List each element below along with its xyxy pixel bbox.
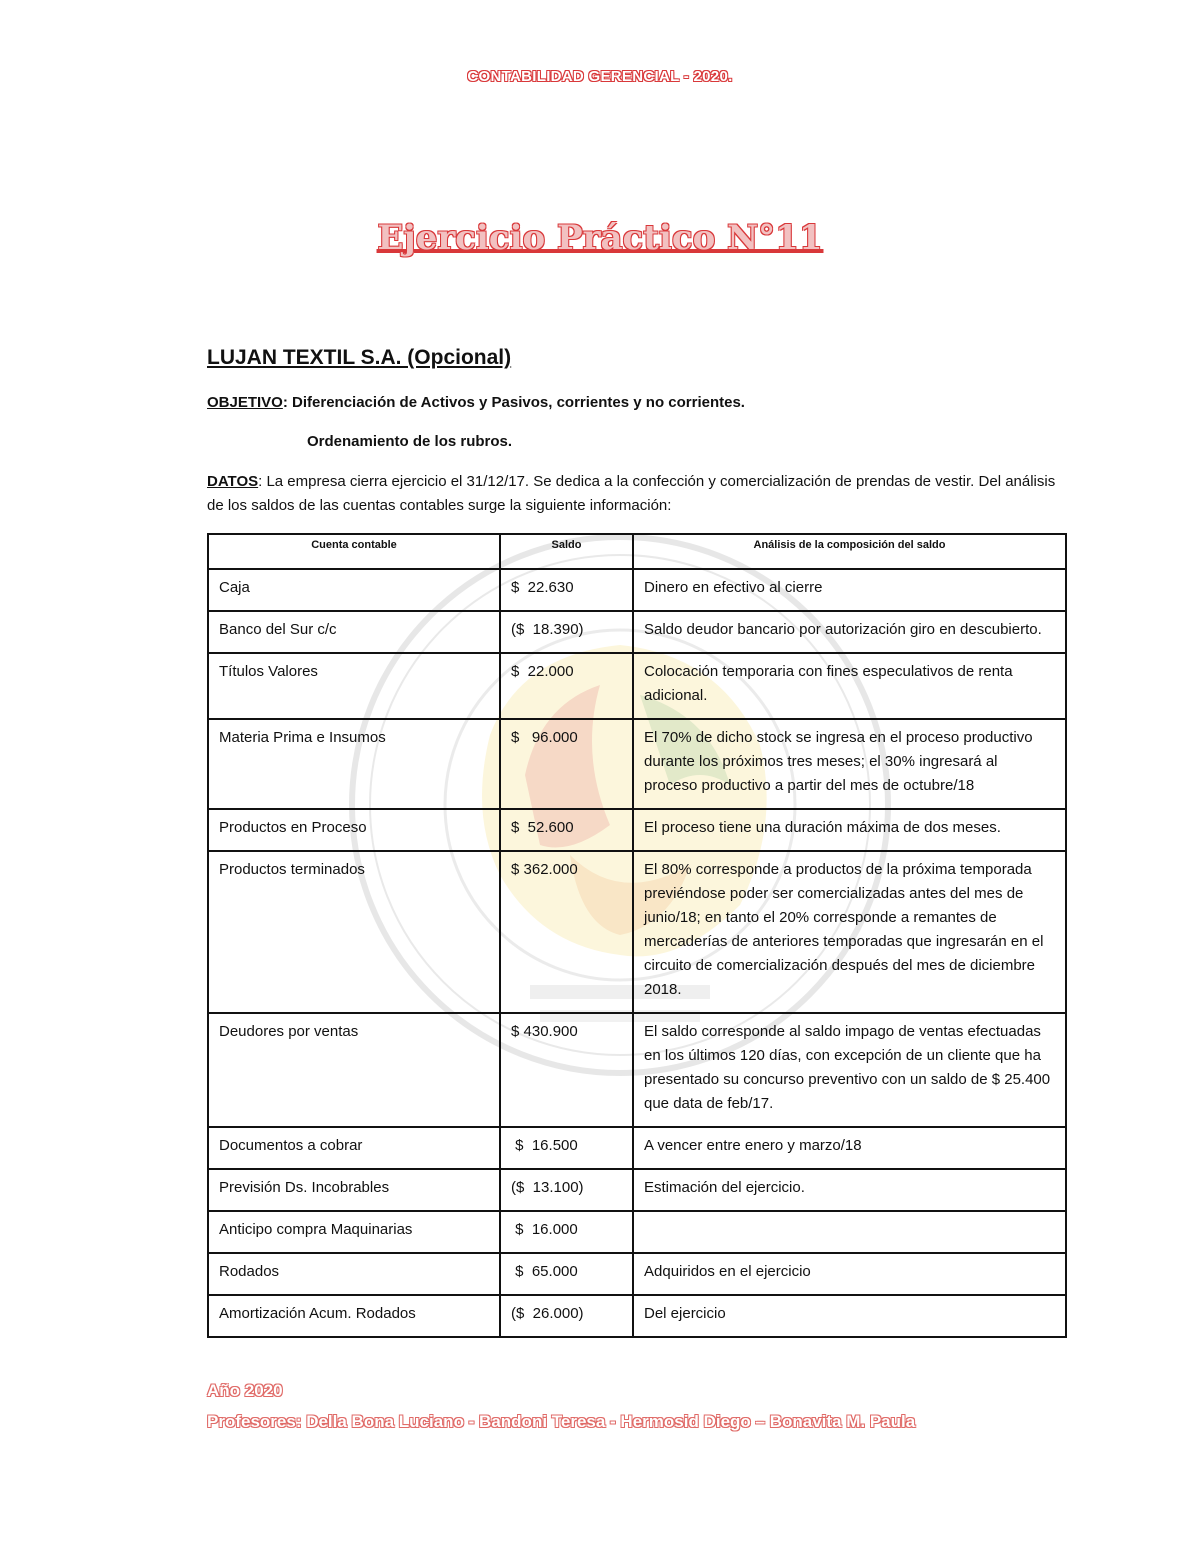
cell-account: Deudores por ventas [208,1013,500,1127]
cell-analysis: Saldo deudor bancario por autorización giro en descubierto. [633,611,1066,653]
cell-account: Títulos Valores [208,653,500,719]
course-header: CONTABILIDAD GERENCIAL - 2020. [467,68,733,85]
table-row [208,851,1066,1013]
table-row [208,809,1066,851]
cell-balance: ($ 18.390) [500,611,633,653]
header-account: Cuenta contable [208,534,500,569]
table-header-row [208,534,1066,569]
company-heading: LUJAN TEXTIL S.A. (Opcional) [207,346,512,369]
cell-account: Productos terminados [208,851,500,1013]
cell-analysis [633,1211,1066,1253]
table-row [208,1295,1066,1337]
cell-analysis: Adquiridos en el ejercicio [633,1253,1066,1295]
cell-balance: $ 22.630 [500,569,633,611]
table-body [208,569,1066,1337]
cell-account: Materia Prima e Insumos [208,719,500,809]
cell-balance: ($ 26.000) [500,1295,633,1337]
cell-account: Documentos a cobrar [208,1127,500,1169]
cell-analysis: El 70% de dicho stock se ingresa en el proceso productivo durante los próximos tres meses; el 30% ingresará al proceso productivo a partir del mes de octubre/18 [633,719,1066,809]
cell-account: Previsión Ds. Incobrables [208,1169,500,1211]
datos-paragraph [207,470,1067,518]
cell-balance: $ 16.000 [500,1211,633,1253]
cell-balance: $ 65.000 [500,1253,633,1295]
objective-line-2: Ordenamiento de los rubros. [307,433,513,450]
objective-text: : Diferenciación de Activos y Pasivos, corrientes y no corrientes. [282,394,745,411]
cell-balance: $ 430.900 [500,1013,633,1127]
table-row [208,719,1066,809]
cell-analysis: El proceso tiene una duración máxima de dos meses. [633,809,1066,851]
cell-balance: $ 52.600 [500,809,633,851]
table-row [208,1127,1066,1169]
page-title: Ejercicio Práctico N°11 [377,218,823,258]
table-row [208,1211,1066,1253]
cell-analysis: El 80% corresponde a productos de la próxima temporada previéndose poder ser comercializadas antes del mes de junio/18; en tanto el 20% corresponde a remantes de mercaderías de anteriores temporadas que ingresarán en el circuito de comercialización después del mes de diciembre 2018. [633,851,1066,1013]
table-row [208,653,1066,719]
cell-analysis: Dinero en efectivo al cierre [633,569,1066,611]
table-row [208,569,1066,611]
cell-analysis: Estimación del ejercicio. [633,1169,1066,1211]
table-row [208,1013,1066,1127]
datos-label: DATOS [207,473,259,490]
table-row [208,1253,1066,1295]
header-analysis: Análisis de la composición del saldo [633,534,1066,569]
table-row [208,611,1066,653]
cell-account: Anticipo compra Maquinarias [208,1211,500,1253]
cell-analysis: Colocación temporaria con fines especulativos de renta adicional. [633,653,1066,719]
cell-balance: $ 22.000 [500,653,633,719]
cell-account: Rodados [208,1253,500,1295]
cell-balance: $ 96.000 [500,719,633,809]
cell-balance: ($ 13.100) [500,1169,633,1211]
cell-analysis: El saldo corresponde al saldo impago de ventas efectuadas en los últimos 120 días, con excepción de un cliente que ha presentado su concurso preventivo con un saldo de $ 25.400 que data de feb/17. [633,1013,1066,1127]
cell-analysis: Del ejercicio [633,1295,1066,1337]
objective-label: OBJETIVO [207,394,283,411]
footer-professors: Profesores: Della Bona Luciano - Bandoni Teresa - Hermosid Diego – Bonavita M. Paula [207,1412,916,1431]
cell-account: Caja [208,569,500,611]
cell-account: Banco del Sur c/c [208,611,500,653]
cell-analysis: A vencer entre enero y marzo/18 [633,1127,1066,1169]
cell-account: Productos en Proceso [208,809,500,851]
objective-line [207,394,745,411]
cell-balance: $ 362.000 [500,851,633,1013]
header-balance: Saldo [500,534,633,569]
datos-text: : La empresa cierra ejercicio el 31/12/17. Se dedica a la confección y comercialización de prendas de vestir. Del análisis de los saldos de las cuentas contables surge la siguiente información: [207,473,1056,514]
footer-year: Año 2020 [207,1381,283,1400]
cell-balance: $ 16.500 [500,1127,633,1169]
accounts-table [207,533,1067,1338]
table-row [208,1169,1066,1211]
cell-account: Amortización Acum. Rodados [208,1295,500,1337]
